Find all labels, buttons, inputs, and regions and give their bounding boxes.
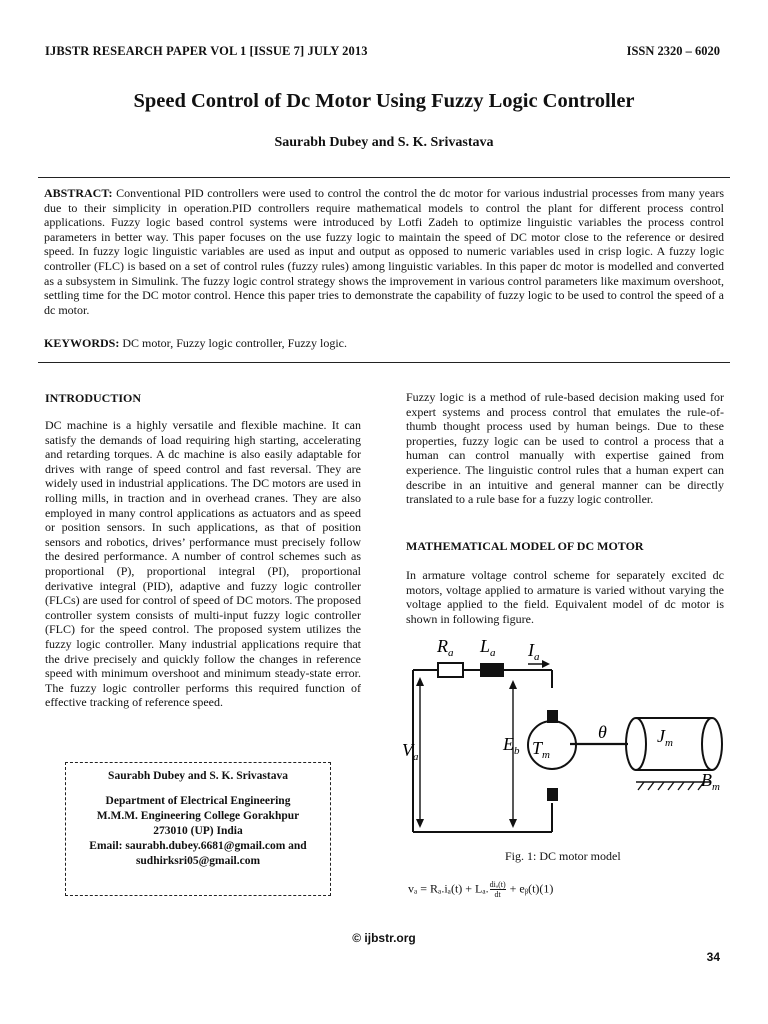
abstract-text: Conventional PID controllers were used to control the control the dc motor for various industrial processes from many years due to their simplicity in operation.PID controllers require mathematical models to control the plant for different process control applications. Fuzzy logic based control systems were introduced by Lotfi Zadeh to optimize linguistic variables the process control parameters in better way. This paper focuses on the use fuzzy logic to maintain the speed of DC motor close to the reference or desired speed. In fuzzy logic linguistic variables are used as input and output as opposed to numeric variables used in crisp logic. A fuzzy logic controller (FLC) is based on a set of control rules (fuzzy rules) among linguistic variables. In this paper dc motor is modelled and converted as a subsystem in Simulink. The fuzzy logic control strategy shows the improvement in various control parameters like maximum overshoot, settling time for the DC motor control. Hence this paper tries to demonstrate the capability of fuzzy logic to be used to control the speed of a dc motor. [44,186,724,317]
figure-caption: Fig. 1: DC motor model [505,849,621,863]
paper-title: Speed Control of Dc Motor Using Fuzzy Logic Controller [133,90,635,112]
equation-lhs: vₐ = Rₐ.iₐ(t) + Lₐ. [408,881,489,896]
equation-fraction [490,880,506,899]
paper-authors: Saurabh Dubey and S. K. Srivastava [274,135,494,150]
introduction-heading: INTRODUCTION [45,391,142,405]
equation-frac-num: diₐ(t) [489,880,506,889]
keywords [44,336,347,351]
label-Eb: $E_b$ [503,734,520,757]
label-Ra: $R_a$ [437,636,454,659]
label-La: $L_a$ [480,636,496,659]
bottom-rule [38,362,730,363]
abstract-label: ABSTRACT: [44,186,113,200]
journal-header: IJBSTR RESEARCH PAPER VOL 1 [ISSUE 7] JULY 2013 [45,44,368,58]
affiliation-email-2: sudhirksri05@gmail.com [135,855,261,867]
inductor-shape [480,663,504,677]
issn-header: ISSN 2320 – 6020 [626,44,720,58]
label-Va: $V_a$ [402,740,419,763]
affiliation-college: M.M.M. Engineering College Gorakhpur [96,810,300,822]
page-number: 34 [706,950,720,964]
fuzzy-logic-paragraph: Fuzzy logic is a method of rule-based decision making used for expert systems and process control that emulates the rule-of-thumb thought process used by human beings. Due to these properties, fuzzy logic can be used to control a process that a human can control manually with expertise gained from experience. The linguistic control rules that a human expert can describe in an intuitive and general manner can be directly translated to a rule base for a fuzzy logic controller. [406,390,724,507]
math-model-heading: MATHEMATICAL MODEL OF DC MOTOR [406,539,644,553]
label-theta: θ [598,722,607,742]
label-Jm: $J_m$ [657,726,673,749]
affiliation-names: Saurabh Dubey and S. K. Srivastava [108,770,288,782]
equation [408,880,553,899]
brush-top [547,710,558,723]
affiliation-email-1: Email: saurabh.dubey.6681@gmail.com and [89,840,307,852]
label-Bm: $B_m$ [701,770,720,793]
equation-tail: + eᵦ(t)(1) [506,881,554,896]
abstract [44,186,724,317]
footer-site: © ijbstr.org [352,931,416,945]
keywords-label: KEYWORDS: [44,336,120,350]
keywords-text: DC motor, Fuzzy logic controller, Fuzzy logic. [119,336,348,350]
math-model-text: In armature voltage control scheme for separately excited dc motors, voltage applied to armature is varied without varying the voltage applied to the field. Equivalent model of dc motor is shown in following figure. [406,568,724,626]
label-Tm: $T_m$ [532,738,550,761]
affiliation-address: 273010 (UP) India [153,825,243,837]
affiliation-department: Department of Electrical Engineering [105,795,291,807]
brush-bottom [547,788,558,801]
label-Ia: $I_a$ [528,640,540,663]
introduction-text: DC machine is a highly versatile and flexible machine. It can satisfy the demands of load requiring high starting, accelerating and retarding torques. A dc machine is also easily adaptable for drives with range of speed control and fast reversal. They are widely used in industrial applications. The DC motors are used in rolling mills, in traction and in overhead cranes. They are also employed in many control applications as actuators and as speed or position sensors. In such applications, as that of position sensors and robotics, drives’ performance must precisely follow the desired performance. A number of control schemes such as proportional (P), proportional integral (PI), proportional derivative integral (PID), adaptive and fuzzy logic controller (FLCs) are used for control of speed of DC motors. The proposed controller system consists of multi-input fuzzy logic controller (FLC) for the speed control. The proposed system utilizes the fuzzy logic controller. Many industrial applications require that the drive precisely and quickly follow the changes in reference speed with minimum overshoot and minimum steady-state error. The fuzzy logic controller performs this required function of effective tracking of reference speed. [45,418,361,710]
affiliation-box [65,762,331,896]
dc-motor-circuit-diagram [400,628,730,838]
top-rule [38,177,730,178]
equation-frac-den: dt [494,890,501,899]
